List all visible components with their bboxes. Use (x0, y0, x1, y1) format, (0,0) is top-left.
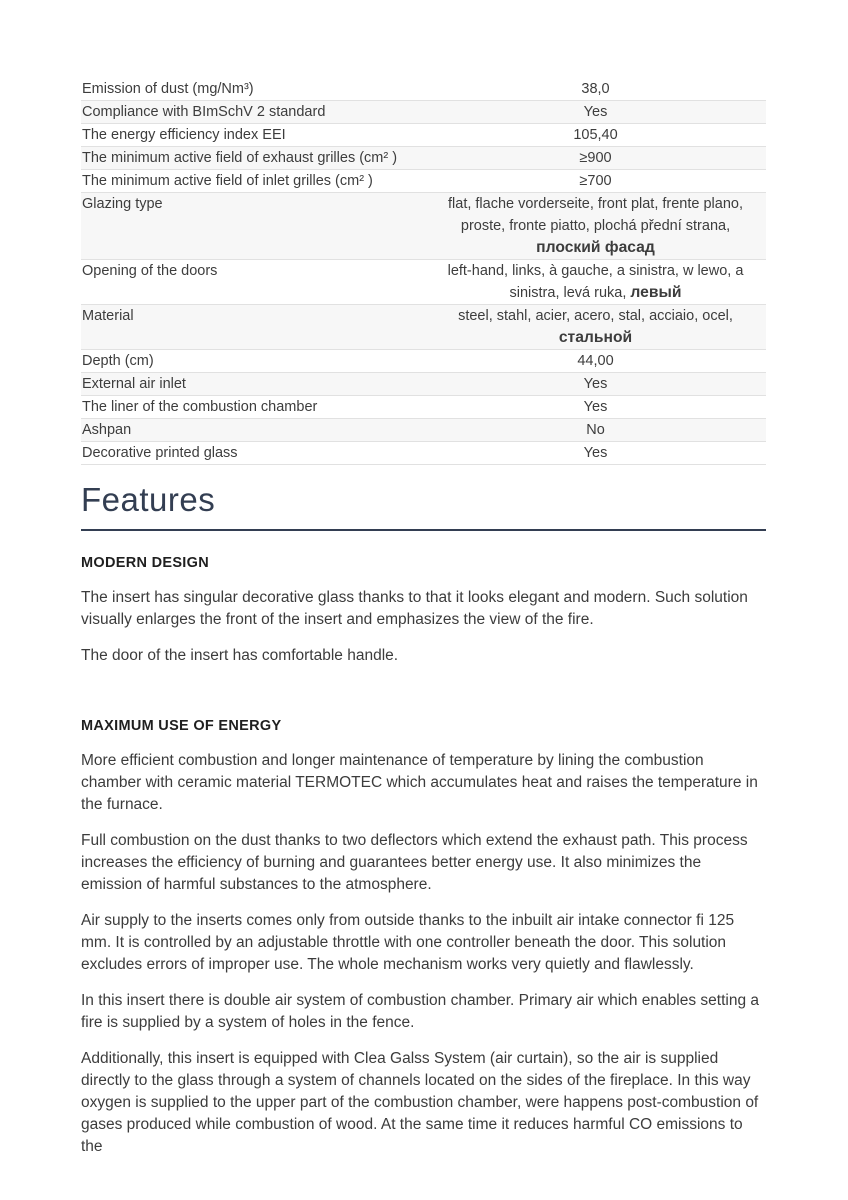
spec-value-text: 44,00 (577, 353, 614, 369)
spec-value-bold: стальной (558, 329, 633, 346)
table-row (81, 373, 766, 396)
spec-value-text: 38,0 (581, 81, 610, 97)
table-row (81, 350, 766, 373)
spec-label: Emission of dust (mg/Nm³) (82, 81, 254, 97)
paragraph: Additionally, this insert is equipped with Clea Galss System (air curtain), so the air is supplied directly to the glass through a system of channels located on the sides of the fireplace. In this way oxygen is supplied to the upper part of the combustion chamber, were happens post-combustion of gases produced while combustion of wood. At the same time it reduces harmful CO emissions to the (81, 1050, 759, 1155)
spec-value-text: Yes (583, 399, 608, 415)
paragraph: Full combustion on the dust thanks to two deflectors which extend the exhaust path. This process increases the efficiency of burning and guarantees better energy use. It also minimizes the emission of harmful substances to the atmosphere. (81, 832, 748, 893)
spec-value-text: Yes (583, 445, 608, 461)
spec-value-text: Yes (583, 376, 608, 392)
spec-value (425, 305, 766, 349)
spec-label: Depth (cm) (82, 353, 154, 369)
paragraph: More efficient combustion and longer maintenance of temperature by lining the combustion chamber with ceramic material TERMOTEC which accumulates heat and raises the temperature in the furnace. (81, 752, 758, 813)
page-content (81, 78, 766, 1172)
table-row (81, 442, 766, 465)
spec-value-text: No (586, 422, 605, 438)
spec-label: The energy efficiency index EEI (82, 127, 286, 143)
table-row (81, 170, 766, 193)
spec-value (425, 442, 766, 464)
spec-value-text: steel, stahl, acier, acero, stal, acciaio, ocel, (458, 308, 733, 324)
spec-value (425, 350, 766, 372)
spec-label: Glazing type (82, 196, 163, 212)
spec-value-text: left-hand, links, à gauche, a sinistra, w lewo, a sinistra, levá ruka, (447, 263, 744, 301)
spec-value-text: ≥700 (579, 173, 612, 189)
spec-label: Material (82, 308, 134, 324)
paragraph: The insert has singular decorative glass thanks to that it looks elegant and modern. Such solution visually enlarges the front of the insert and emphasizes the view of the fire. (81, 589, 748, 628)
table-row (81, 419, 766, 442)
spec-label: The minimum active field of inlet grilles (cm² ) (82, 173, 373, 189)
spec-value (425, 419, 766, 441)
spec-value-bold: левый (630, 284, 682, 301)
spec-label: The liner of the combustion chamber (82, 399, 318, 415)
spec-value (425, 124, 766, 146)
table-row (81, 124, 766, 147)
features-heading: Features (81, 481, 216, 518)
spec-label: Ashpan (82, 422, 132, 438)
spec-table (81, 78, 766, 465)
section-heading-modern-design: MODERN DESIGN (81, 555, 209, 571)
table-row (81, 193, 766, 260)
spec-value-text: flat, flache vorderseite, front plat, frente plano, proste, fronte piatto, plochá přední strana, (448, 196, 743, 234)
spec-label: The minimum active field of exhaust grilles (cm² ) (82, 150, 398, 166)
section-heading-maximum-energy: MAXIMUM USE OF ENERGY (81, 718, 282, 734)
features-rule (81, 529, 766, 531)
paragraph: Air supply to the inserts comes only from outside thanks to the inbuilt air intake connector fi 125 mm. It is controlled by an adjustable throttle with one controller beneath the door. This solution excludes errors of improper use. The whole mechanism works very quietly and flawlessly. (81, 912, 735, 973)
spec-label: Opening of the doors (82, 263, 218, 279)
table-row (81, 305, 766, 350)
spec-value-text: Yes (583, 104, 608, 120)
spec-label: External air inlet (82, 376, 186, 392)
spec-value (425, 78, 766, 100)
spec-label: Decorative printed glass (82, 445, 238, 461)
spec-value (425, 147, 766, 169)
table-row (81, 396, 766, 419)
spec-value (425, 101, 766, 123)
spec-value (425, 193, 766, 259)
spec-label: Compliance with BImSchV 2 standard (82, 104, 326, 120)
spec-value (425, 170, 766, 192)
paragraph: The door of the insert has comfortable handle. (81, 647, 399, 664)
spec-value (425, 396, 766, 418)
table-row (81, 101, 766, 124)
table-row (81, 78, 766, 101)
spec-value (425, 260, 766, 304)
spec-value-text: 105,40 (573, 127, 618, 143)
table-row (81, 147, 766, 170)
spec-value-text: ≥900 (579, 150, 612, 166)
table-row (81, 260, 766, 305)
paragraph: In this insert there is double air system of combustion chamber. Primary air which enables setting a fire is supplied by a system of holes in the fence. (81, 992, 760, 1031)
spec-value (425, 373, 766, 395)
spec-value-bold: плоский фасад (536, 239, 655, 256)
